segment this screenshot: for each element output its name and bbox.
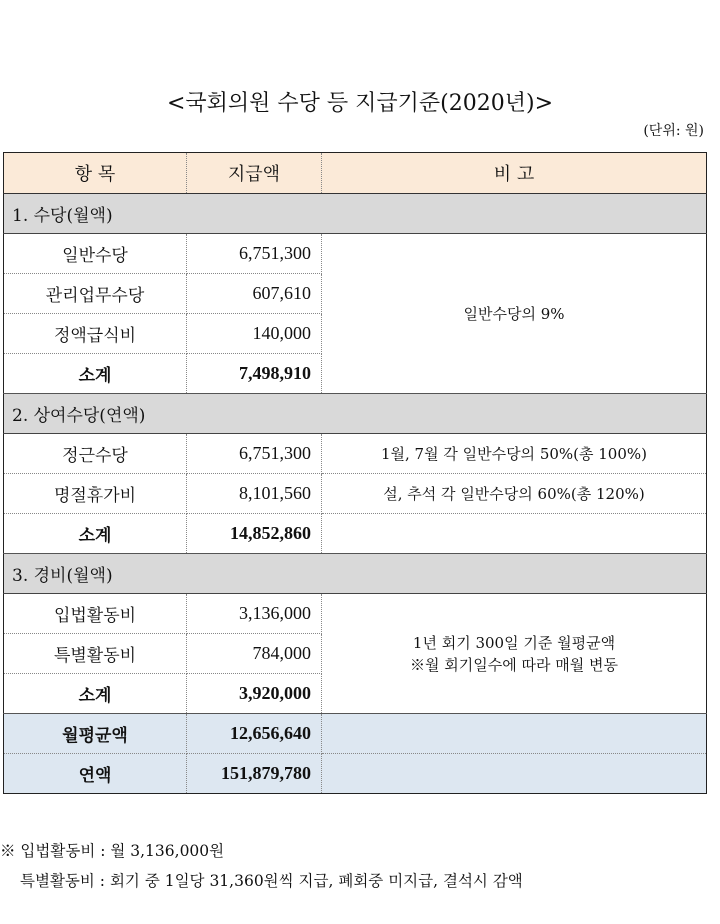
table-row xyxy=(4,234,707,274)
row-note: 1월, 7월 각 일반수당의 50%(총 100%) xyxy=(322,434,707,474)
row-item: 명절휴가비 xyxy=(4,474,187,514)
section-row xyxy=(4,394,707,434)
annual-row xyxy=(4,754,707,794)
section-label: 3. 경비(월액) xyxy=(4,554,707,594)
row-amount: 3,136,000 xyxy=(187,594,322,634)
table-row xyxy=(4,474,707,514)
note-line: ※월 회기일수에 따라 매월 변동 xyxy=(410,655,618,674)
footnote-line: 특별활동비 : 회기 중 1일당 31,360원씩 지급, 폐회중 미지급, 결석시 감액 xyxy=(20,872,523,890)
subtotal-label: 소계 xyxy=(4,354,187,394)
footnotes xyxy=(0,836,523,896)
row-note xyxy=(322,594,707,714)
annual-label: 연액 xyxy=(4,754,187,794)
subtotal-label: 소계 xyxy=(4,514,187,554)
table-header-row xyxy=(4,153,707,194)
row-amount: 6,751,300 xyxy=(187,434,322,474)
table-row xyxy=(4,434,707,474)
row-amount: 8,101,560 xyxy=(187,474,322,514)
subtotal-amount: 3,920,000 xyxy=(187,674,322,714)
subtotal-row xyxy=(4,514,707,554)
row-item: 특별활동비 xyxy=(4,634,187,674)
document-title: <국회의원 수당 등 지급기준(2020년)> xyxy=(166,91,554,116)
row-item: 입법활동비 xyxy=(4,594,187,634)
note-line: 1년 회기 300일 기준 월평균액 xyxy=(412,633,616,652)
subtotal-amount: 7,498,910 xyxy=(187,354,322,394)
monthly-average-row xyxy=(4,714,707,754)
unit-label: (단위: 원) xyxy=(643,123,704,139)
monthly-average-label: 월평균액 xyxy=(4,714,187,754)
section-label: 2. 상여수당(연액) xyxy=(4,394,707,434)
row-item: 관리업무수당 xyxy=(4,274,187,314)
subtotal-amount: 14,852,860 xyxy=(187,514,322,554)
annual-amount: 151,879,780 xyxy=(187,754,322,794)
row-amount: 6,751,300 xyxy=(187,234,322,274)
row-item: 정액급식비 xyxy=(4,314,187,354)
row-item: 정근수당 xyxy=(4,434,187,474)
header-note: 비 고 xyxy=(322,153,707,194)
allowance-table xyxy=(3,152,707,794)
row-item: 일반수당 xyxy=(4,234,187,274)
subtotal-label: 소계 xyxy=(4,674,187,714)
header-amount: 지급액 xyxy=(187,153,322,194)
row-amount: 784,000 xyxy=(187,634,322,674)
section-label: 1. 수당(월액) xyxy=(4,194,707,234)
row-note: 설, 추석 각 일반수당의 60%(총 120%) xyxy=(322,474,707,514)
row-amount: 607,610 xyxy=(187,274,322,314)
monthly-average-amount: 12,656,640 xyxy=(187,714,322,754)
section-row xyxy=(4,554,707,594)
footnote-line: ※ 입법활동비 : 월 3,136,000원 xyxy=(0,842,225,860)
row-note: 일반수당의 9% xyxy=(322,234,707,394)
row-amount: 140,000 xyxy=(187,314,322,354)
table-row xyxy=(4,594,707,634)
section-row xyxy=(4,194,707,234)
header-item: 항 목 xyxy=(4,153,187,194)
